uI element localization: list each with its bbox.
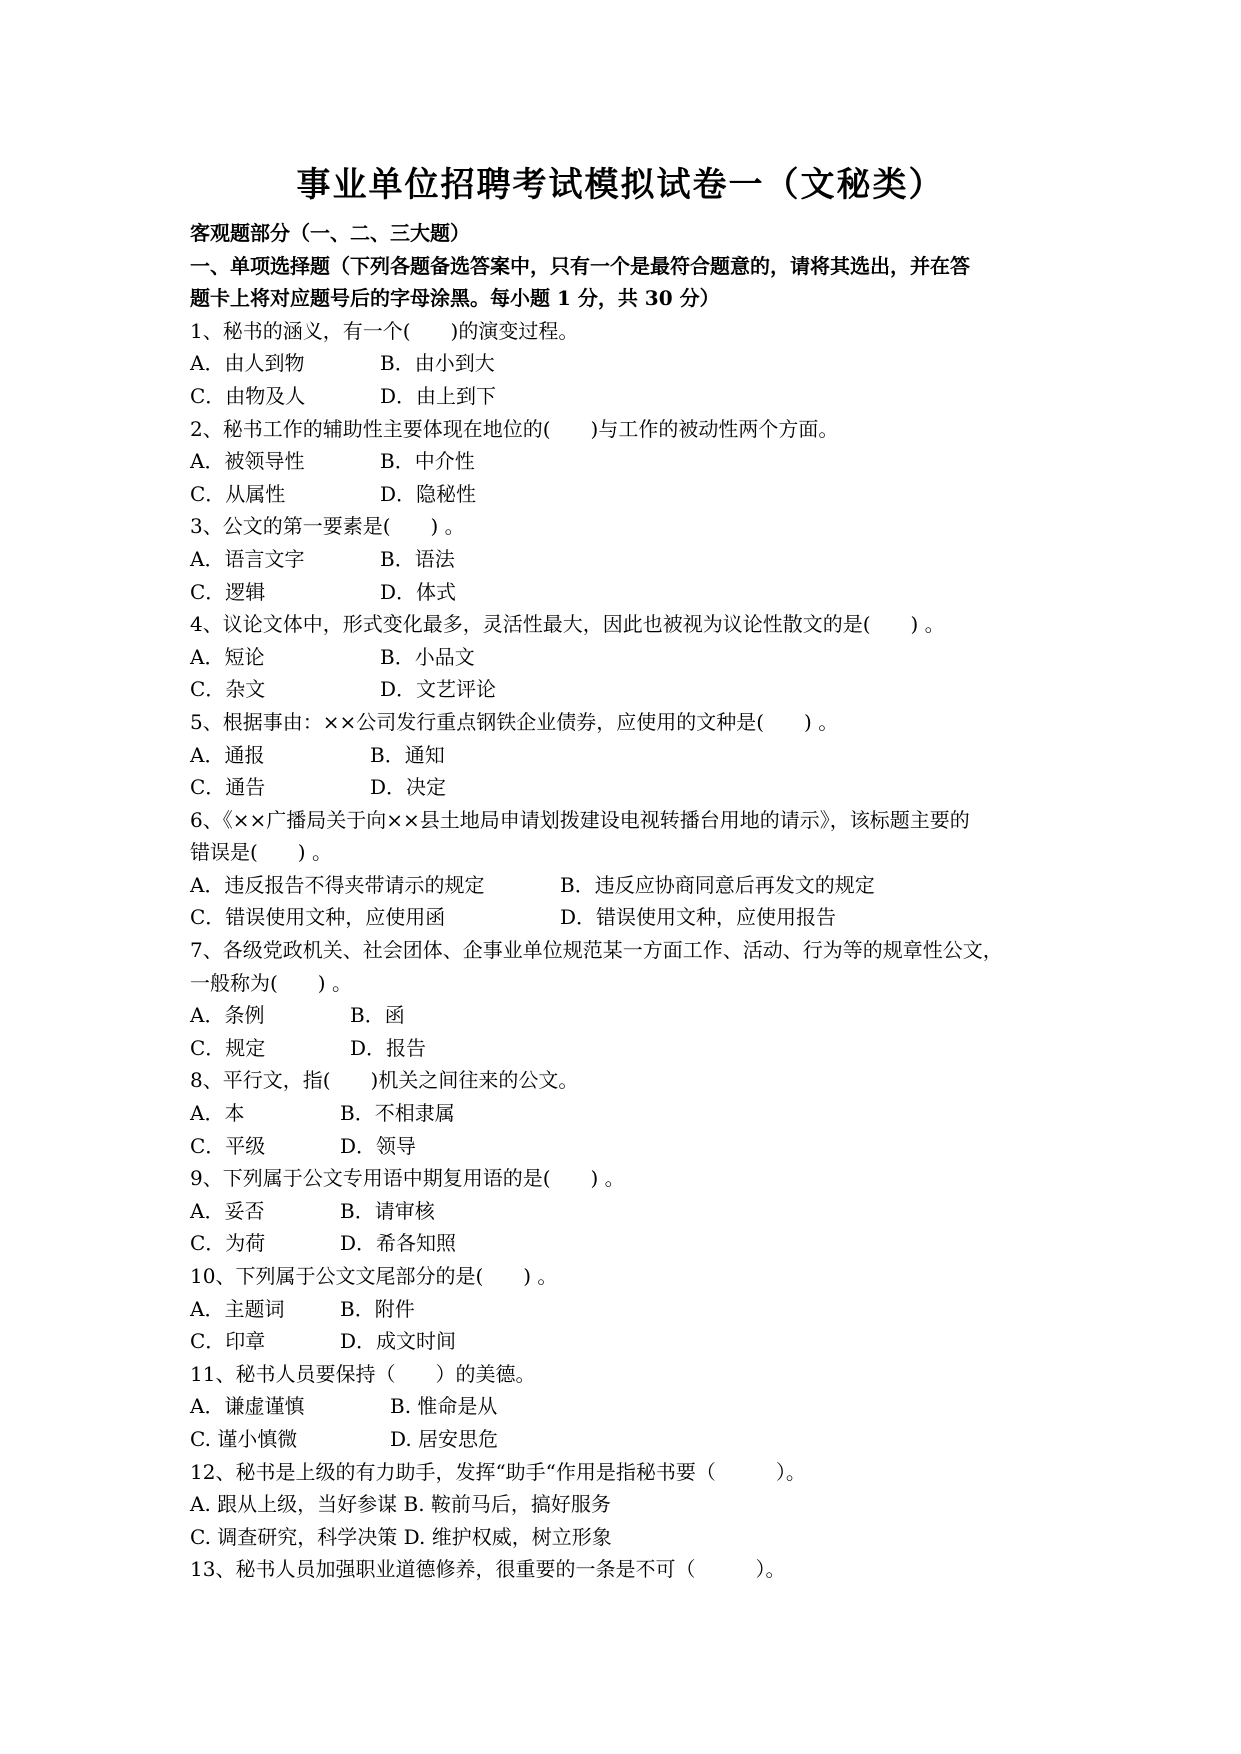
question (190, 1260, 1070, 1358)
question (190, 315, 1070, 413)
answer-option[interactable]: A．谦虚谨慎 (190, 1394, 305, 1419)
answer-option[interactable]: B．附件 (340, 1296, 415, 1321)
answer-option[interactable]: B．中介性 (380, 449, 475, 474)
answer-option[interactable]: D．领导 (340, 1133, 417, 1158)
answer-option[interactable]: B．由小到大 (380, 351, 495, 376)
question-stem: 2、秘书工作的辅助性主要体现在地位的( )与工作的被动性两个方面。 (190, 416, 839, 441)
answer-option[interactable]: C. 谨小慎微 (190, 1426, 298, 1451)
question-stem: 8、平行文，指( )机关之间往来的公文。 (190, 1068, 579, 1093)
answer-option[interactable]: D．文艺评论 (380, 677, 497, 702)
option-row (190, 380, 1070, 413)
answer-option[interactable]: C. 调查研究，科学决策 D. 维护权威，树立形象 (190, 1524, 612, 1549)
answer-option[interactable]: A．条例 (190, 1003, 265, 1028)
answer-option[interactable]: A．本 (190, 1101, 245, 1126)
option-row (190, 901, 1070, 934)
question-stem: 7、各级党政机关、社会团体、企事业单位规范某一方面工作、活动、行为等的规章性公文， (190, 938, 1003, 963)
answer-option[interactable]: D．成文时间 (340, 1329, 457, 1354)
answer-option[interactable]: D．由上到下 (380, 383, 497, 408)
question (190, 510, 1070, 608)
answer-option[interactable]: C．逻辑 (190, 579, 266, 604)
answer-option[interactable]: C．杂文 (190, 677, 266, 702)
answer-option[interactable]: C．从属性 (190, 481, 286, 506)
option-row (190, 1293, 1070, 1326)
question (190, 608, 1070, 706)
question (190, 804, 1070, 934)
question (190, 1064, 1070, 1162)
answer-option[interactable]: B．语法 (380, 546, 455, 571)
option-row (190, 1423, 1070, 1456)
option-row (190, 1130, 1070, 1163)
answer-option[interactable]: A．违反报告不得夹带请示的规定 (190, 872, 485, 897)
answer-option[interactable]: C．通告 (190, 775, 266, 800)
question (190, 934, 1070, 1064)
question-stem: 3、公文的第一要素是( ) 。 (190, 514, 465, 539)
option-row (190, 1390, 1070, 1423)
answer-option[interactable]: C．错误使用文种，应使用函 (190, 905, 446, 930)
answer-option[interactable]: D．报告 (350, 1035, 427, 1060)
option-row (190, 771, 1070, 804)
answer-option[interactable]: C．规定 (190, 1035, 266, 1060)
option-row (190, 1195, 1070, 1228)
question (190, 706, 1070, 804)
answer-option[interactable]: B．函 (350, 1003, 405, 1028)
answer-option[interactable]: B．请审核 (340, 1198, 435, 1223)
option-row (190, 543, 1070, 576)
option-row (190, 1488, 1070, 1521)
question-stem: 5、根据事由：××公司发行重点钢铁企业债券，应使用的文种是( ) 。 (190, 709, 839, 734)
answer-option[interactable]: D．隐秘性 (380, 481, 477, 506)
answer-option[interactable]: D．错误使用文种，应使用报告 (560, 905, 837, 930)
option-row (190, 999, 1070, 1032)
question-stem: 错误是( ) 。 (190, 840, 332, 865)
answer-option[interactable]: C．为荷 (190, 1231, 266, 1256)
answer-option[interactable]: D．体式 (380, 579, 457, 604)
answer-option[interactable]: C．由物及人 (190, 383, 306, 408)
answer-option[interactable]: A．妥否 (190, 1198, 265, 1223)
option-row (190, 1521, 1070, 1554)
question (190, 1358, 1070, 1456)
answer-option[interactable]: A. 跟从上级，当好参谋 B. 鞍前马后，搞好服务 (190, 1492, 611, 1517)
page-title: 事业单位招聘考试模拟试卷一（文秘类） (296, 165, 945, 205)
option-row (190, 641, 1070, 674)
answer-option[interactable]: A．被领导性 (190, 449, 305, 474)
question-stem: 10、下列属于公文文尾部分的是( ) 。 (190, 1264, 558, 1288)
answer-option[interactable]: C．印章 (190, 1329, 266, 1354)
question-stem: 1、秘书的涵义，有一个( )的演变过程。 (190, 318, 579, 343)
option-row (190, 347, 1070, 380)
question-stem: 12、秘书是上级的有力助手，发挥“助手“作用是指秘书要（ ）。 (190, 1459, 806, 1484)
question-stem: 11、秘书人员要保持（ ）的美德。 (190, 1361, 536, 1386)
section-heading: 客观题部分（一、二、三大题） (190, 221, 470, 245)
answer-option[interactable]: A．语言文字 (190, 546, 305, 571)
question-stem: 9、下列属于公文专用语中期复用语的是( ) 。 (190, 1166, 625, 1191)
option-row (190, 869, 1070, 902)
answer-option[interactable]: C．平级 (190, 1133, 266, 1158)
answer-option[interactable]: A．通报 (190, 742, 265, 767)
option-row (190, 445, 1070, 478)
answer-option[interactable]: D．决定 (370, 775, 447, 800)
option-row (190, 1325, 1070, 1358)
answer-option[interactable]: B. 惟命是从 (390, 1394, 498, 1419)
instructions-line: 一、单项选择题（下列各题备选答案中，只有一个是最符合题意的，请将其选出，并在答 (190, 253, 970, 278)
option-row (190, 739, 1070, 772)
answer-option[interactable]: A．主题词 (190, 1296, 285, 1321)
question-stem: 6、《××广播局关于向××县土地局申请划拨建设电视转播台用地的请示》，该标题主要的 (190, 807, 970, 832)
option-row (190, 576, 1070, 609)
option-row (190, 1227, 1070, 1260)
answer-option[interactable]: D. 居安思危 (390, 1426, 499, 1451)
answer-option[interactable]: A．短论 (190, 644, 265, 669)
question-stem: 一般称为( ) 。 (190, 970, 352, 995)
option-row (190, 673, 1070, 706)
question (190, 1456, 1070, 1554)
answer-option[interactable]: B．通知 (370, 742, 445, 767)
question-stem: 4、议论文体中，形式变化最多，灵活性最大，因此也被视为议论性散文的是( ) 。 (190, 612, 945, 637)
answer-option[interactable]: A．由人到物 (190, 351, 305, 376)
answer-option[interactable]: B．不相隶属 (340, 1101, 455, 1126)
option-row (190, 1032, 1070, 1065)
question (190, 1162, 1070, 1260)
question (190, 1553, 1070, 1586)
option-row (190, 1097, 1070, 1130)
question-list (190, 315, 1070, 1586)
answer-option[interactable]: B．违反应协商同意后再发文的规定 (560, 872, 875, 897)
option-row (190, 478, 1070, 511)
question (190, 413, 1070, 511)
exam-content (190, 217, 1070, 1586)
answer-option[interactable]: D．希各知照 (340, 1231, 457, 1256)
question-stem: 13、秘书人员加强职业道德修养，很重要的一条是不可（ ）。 (190, 1557, 786, 1582)
instructions-line: 题卡上将对应题号后的字母涂黑。每小题 1 分，共 30 分） (190, 286, 720, 311)
answer-option[interactable]: B．小品文 (380, 644, 475, 669)
